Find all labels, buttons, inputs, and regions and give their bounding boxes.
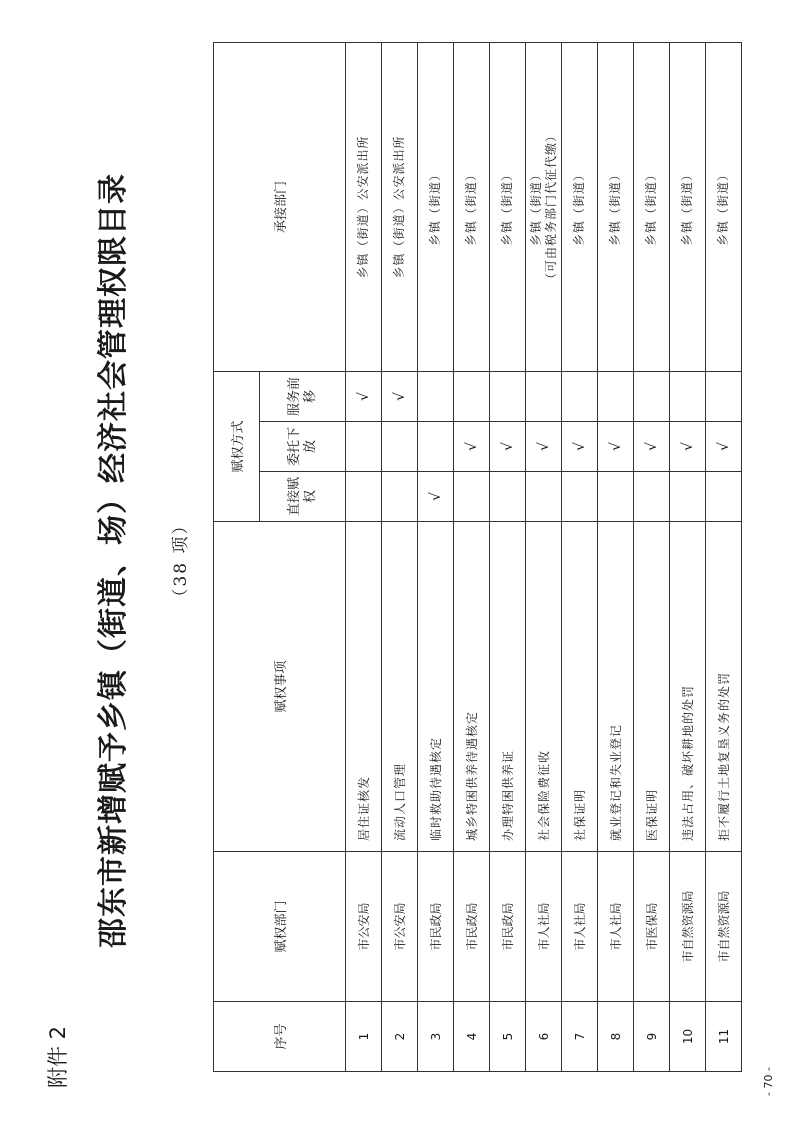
table-row <box>598 42 634 1071</box>
table-row <box>562 42 598 1071</box>
row-dept: 市民政局 <box>454 852 490 1002</box>
row-receiver <box>670 42 706 371</box>
receiver-line: 乡镇（街道） <box>644 167 658 246</box>
row-entrust-check: √ <box>490 422 526 472</box>
row-dept: 市公安局 <box>382 852 418 1002</box>
receiver-line: 乡镇（街道） <box>500 167 514 246</box>
row-service-check <box>598 371 634 421</box>
row-receiver <box>382 42 418 371</box>
header-dept: 赋权部门 <box>214 852 346 1002</box>
receiver-line: （可由税务部门代征代缴） <box>543 128 558 285</box>
row-receiver <box>706 42 742 371</box>
row-direct-check <box>382 472 418 522</box>
receiver-line: 乡镇（街道） <box>716 167 730 246</box>
row-number: 8 <box>598 1002 634 1072</box>
row-service-check <box>670 371 706 421</box>
row-dept: 市民政局 <box>490 852 526 1002</box>
table-row <box>634 42 670 1071</box>
header-seq: 序号 <box>214 1002 346 1072</box>
row-entrust-check: √ <box>598 422 634 472</box>
header-item: 赋权事项 <box>214 522 346 852</box>
row-service-check <box>634 371 670 421</box>
row-service-check: √ <box>346 371 382 421</box>
row-service-check <box>490 371 526 421</box>
row-direct-check <box>562 472 598 522</box>
header-method: 赋权方式 <box>214 371 260 521</box>
row-service-check <box>526 371 562 421</box>
table-row <box>670 42 706 1071</box>
table-row <box>382 42 418 1071</box>
row-direct-check <box>490 472 526 522</box>
authority-table <box>213 42 742 1072</box>
row-direct-check <box>670 472 706 522</box>
row-service-check <box>454 371 490 421</box>
row-item: 办理特困供养证 <box>490 522 526 852</box>
row-entrust-check <box>346 422 382 472</box>
row-dept: 市公安局 <box>346 852 382 1002</box>
table-row <box>526 42 562 1071</box>
row-receiver <box>634 42 670 371</box>
row-entrust-check: √ <box>706 422 742 472</box>
receiver-line: 乡镇（街道）公安派出所 <box>356 135 370 279</box>
header-entrust: 委托下放 <box>260 422 346 472</box>
row-entrust-check <box>418 422 454 472</box>
row-receiver <box>454 42 490 371</box>
row-receiver <box>598 42 634 371</box>
row-item: 临时救助待遇核定 <box>418 522 454 852</box>
table-row <box>490 42 526 1071</box>
row-item: 居住证核发 <box>346 522 382 852</box>
row-receiver <box>490 42 526 371</box>
row-entrust-check: √ <box>562 422 598 472</box>
row-service-check <box>418 371 454 421</box>
receiver-line: 乡镇（街道） <box>572 167 586 246</box>
row-receiver <box>562 42 598 371</box>
row-direct-check <box>526 472 562 522</box>
table-row <box>706 42 742 1071</box>
page-number: - 70 - <box>762 1067 775 1096</box>
row-direct-check <box>346 472 382 522</box>
header-service: 服务前移 <box>260 371 346 421</box>
row-dept: 市自然资源局 <box>670 852 706 1002</box>
row-dept: 市自然资源局 <box>706 852 742 1002</box>
row-service-check: √ <box>382 371 418 421</box>
row-item: 违法占用、破坏耕地的处罚 <box>670 522 706 852</box>
document-subtitle: （38 项） <box>171 515 191 606</box>
row-number: 1 <box>346 1002 382 1072</box>
header-direct: 直接赋权 <box>260 472 346 522</box>
row-number: 5 <box>490 1002 526 1072</box>
row-item: 拒不履行土地复垦义务的处罚 <box>706 522 742 852</box>
header-receiver: 承接部门 <box>214 42 346 371</box>
row-number: 7 <box>562 1002 598 1072</box>
table-row <box>454 42 490 1071</box>
row-number: 6 <box>526 1002 562 1072</box>
receiver-line: 乡镇（街道） <box>680 167 694 246</box>
row-dept: 市人社局 <box>562 852 598 1002</box>
row-number: 10 <box>670 1002 706 1072</box>
receiver-line: 乡镇（街道） <box>608 167 622 246</box>
row-entrust-check: √ <box>670 422 706 472</box>
row-dept: 市人社局 <box>526 852 562 1002</box>
row-direct-check: √ <box>418 472 454 522</box>
row-number: 3 <box>418 1002 454 1072</box>
row-direct-check <box>706 472 742 522</box>
row-number: 2 <box>382 1002 418 1072</box>
row-direct-check <box>634 472 670 522</box>
row-number: 4 <box>454 1002 490 1072</box>
row-dept: 市民政局 <box>418 852 454 1002</box>
row-dept: 市人社局 <box>598 852 634 1002</box>
row-entrust-check: √ <box>526 422 562 472</box>
receiver-line: 乡镇（街道） <box>464 167 478 246</box>
table-body <box>346 42 742 1071</box>
row-entrust-check: √ <box>634 422 670 472</box>
row-item: 医保证明 <box>634 522 670 852</box>
attachment-label: 附件 2 <box>46 1025 70 1088</box>
receiver-line: 乡镇（街道） <box>528 167 543 246</box>
row-item: 城乡特困供养待遇核定 <box>454 522 490 852</box>
row-service-check <box>706 371 742 421</box>
table-row <box>418 42 454 1071</box>
row-receiver <box>418 42 454 371</box>
header-row-1 <box>214 42 260 1071</box>
row-number: 9 <box>634 1002 670 1072</box>
row-service-check <box>562 371 598 421</box>
row-direct-check <box>454 472 490 522</box>
row-receiver <box>526 42 562 371</box>
receiver-line: 乡镇（街道） <box>428 167 442 246</box>
row-item: 社保证明 <box>562 522 598 852</box>
row-item: 就业登记和失业登记 <box>598 522 634 852</box>
row-entrust-check: √ <box>454 422 490 472</box>
receiver-line: 乡镇（街道）公安派出所 <box>392 135 406 279</box>
row-dept: 市医保局 <box>634 852 670 1002</box>
row-number: 11 <box>706 1002 742 1072</box>
document-title: 邵东市新增赋予乡镇（街道、场）经济社会管理权限目录 <box>96 173 131 948</box>
row-direct-check <box>598 472 634 522</box>
row-item: 流动人口管理 <box>382 522 418 852</box>
row-item: 社会保险费征收 <box>526 522 562 852</box>
row-entrust-check <box>382 422 418 472</box>
table-row <box>346 42 382 1071</box>
row-receiver <box>346 42 382 371</box>
